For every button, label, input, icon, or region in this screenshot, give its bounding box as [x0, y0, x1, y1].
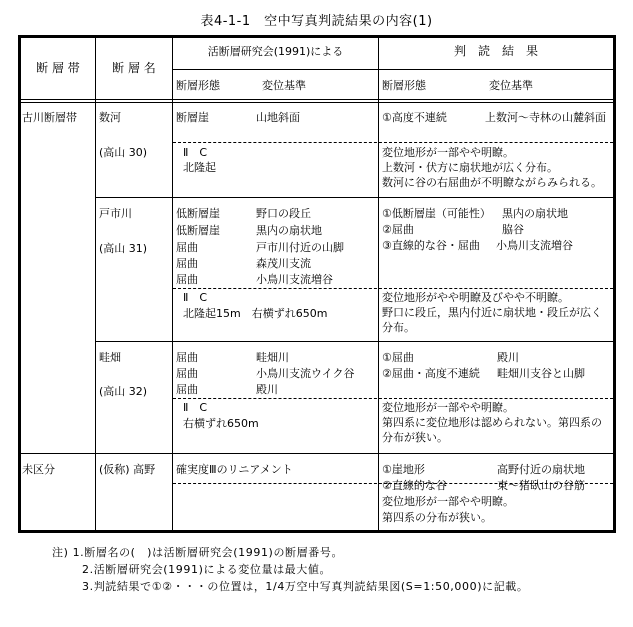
dashed-divider: [173, 288, 613, 289]
col-divider: [172, 35, 173, 532]
header-katsu-disp: 変位基準: [262, 79, 306, 92]
katsu-grade-cell: Ⅱ C: [183, 291, 208, 304]
interp-note-cell: 分布が狭い。: [382, 431, 448, 444]
header-katsudanso-group: 活断層研究会(1991)による: [207, 45, 344, 58]
katsu-disp-cell: 野口の段丘: [256, 207, 311, 220]
fault-number-cell: (高山 30): [99, 146, 148, 159]
header-katsu-form: 断層形態: [176, 79, 220, 92]
interp-note-cell: 変位地形が一部やや明瞭。: [382, 401, 514, 414]
interp-form-cell: ①屈曲: [382, 351, 414, 364]
fault-name-cell: 戸市川: [99, 207, 132, 220]
katsu-form-cell: 低断層崖: [176, 207, 220, 220]
interp-disp-cell: 小鳥川支流増谷: [496, 239, 573, 252]
katsu-disp-cell: 殿川: [256, 383, 278, 396]
interp-form-cell: ①崖地形: [382, 463, 425, 476]
fault-number-cell: (高山 32): [99, 385, 148, 398]
interp-disp-cell: 脇谷: [502, 223, 524, 236]
interp-note-cell: 数河に谷の右屈曲が不明瞭ながらみられる。: [382, 176, 602, 189]
table-border-top: [18, 35, 616, 38]
katsu-form-cell: 屈曲: [176, 367, 198, 380]
fault-number-cell: (高山 31): [99, 242, 148, 255]
note-item: 注) 1.断層名の( )は活断層研究会(1991)の断層番号。: [52, 546, 344, 559]
note-item: 2.活断層研究会(1991)による変位量は最大値。: [82, 563, 332, 576]
col-divider: [378, 35, 379, 532]
interp-note-cell: 分布。: [382, 321, 415, 334]
katsu-form-cell: 低断層崖: [176, 224, 220, 237]
katsu-grade-cell: Ⅱ C: [183, 401, 208, 414]
header-interpretation-group: 判 読 結 果: [453, 44, 538, 58]
interp-note-cell: 第四系に変位地形は認められない。第四系の: [382, 416, 602, 429]
katsu-amount-cell: 北隆起15m 右横ずれ650m: [183, 307, 328, 320]
table-border-right: [613, 35, 616, 533]
header-fault-zone: 断 層 帯: [36, 61, 80, 75]
katsu-disp-cell: 山地斜面: [256, 111, 300, 124]
row-divider: [18, 453, 616, 454]
katsu-form-cell: 断層崖: [176, 111, 209, 124]
katsu-form-cell: 屈曲: [176, 383, 198, 396]
katsu-disp-cell: 黒内の扇状地: [256, 224, 322, 237]
header-double-line: [18, 102, 616, 103]
col-divider: [95, 35, 96, 532]
row-divider: [95, 341, 614, 342]
interp-form-cell: ①高度不連続: [382, 111, 447, 124]
interp-note-cell: 変位地形が一部やや明瞭。: [382, 146, 514, 159]
interp-form-cell: ③直線的な谷・屈曲: [382, 239, 480, 252]
katsu-disp-cell: 小鳥川支流ウイク谷: [256, 367, 355, 380]
interp-note-cell: 変位地形が一部やや明瞭。: [382, 495, 514, 508]
header-interp-disp: 変位基準: [489, 79, 533, 92]
dashed-divider: [173, 398, 613, 399]
interp-disp-cell: 上数河～寺林の山麓斜面: [485, 111, 606, 124]
table-border-bottom: [18, 530, 616, 533]
katsu-grade-cell: Ⅱ C: [183, 146, 208, 159]
interp-note-cell: 変位地形がやや明瞭及びやや不明瞭。: [382, 291, 569, 304]
katsu-disp-cell: 小鳥川支流増谷: [256, 273, 333, 286]
fault-zone-cell: 未区分: [22, 463, 55, 476]
katsu-form-cell: 屈曲: [176, 257, 198, 270]
table-border-left: [18, 35, 21, 533]
interp-form-cell: ①低断層崖（可能性）: [382, 207, 491, 220]
katsu-amount-cell: 右横ずれ650m: [183, 417, 259, 430]
interp-note-cell: 野口に段丘，黒内付近に扇状地・段丘が広く: [382, 306, 602, 319]
katsu-form-cell: 屈曲: [176, 351, 198, 364]
fault-name-cell: 畦畑: [99, 351, 121, 364]
header-double-line: [18, 99, 616, 100]
note-item: 3.判読結果で①②・・・の位置は，1/4万空中写真判読結果図(S=1:50,000)に記載。: [82, 580, 529, 593]
interp-note-cell: 上数河・伏方に扇状地が広く分布。: [382, 161, 558, 174]
header-subdivider: [172, 69, 614, 70]
interp-disp-cell: 黒内の扇状地: [502, 207, 568, 220]
interp-note-cell: 第四系の分布が狭い。: [382, 511, 492, 524]
interp-form-cell: ②直線的な谷: [382, 479, 447, 492]
katsu-disp-cell: 畦畑川: [256, 351, 289, 364]
interp-disp-cell: 高野付近の扇状地: [497, 463, 585, 476]
katsu-form-cell: 屈曲: [176, 273, 198, 286]
interp-form-cell: ②屈曲: [382, 223, 414, 236]
interp-disp-cell: 東～猪臥山の谷筋: [497, 479, 585, 492]
katsu-form-cell: 確実度Ⅲのリニアメント: [176, 463, 293, 476]
katsu-amount-cell: 北隆起: [183, 161, 216, 174]
katsu-form-cell: 屈曲: [176, 241, 198, 254]
interp-form-cell: ②屈曲・高度不連続: [382, 367, 480, 380]
header-fault-name: 断 層 名: [112, 61, 156, 75]
row-divider: [95, 197, 614, 198]
interp-disp-cell: 殿川: [497, 351, 519, 364]
katsu-disp-cell: 戸市川付近の山脚: [256, 241, 344, 254]
fault-name-cell: 数河: [99, 111, 121, 124]
interp-disp-cell: 畦畑川支谷と山脚: [497, 367, 585, 380]
katsu-disp-cell: 森茂川支流: [256, 257, 311, 270]
header-interp-form: 断層形態: [382, 79, 426, 92]
table-title: 表4-1-1 空中写真判読結果の内容(1): [200, 14, 433, 29]
dashed-divider: [173, 142, 613, 143]
fault-name-cell: (仮称) 高野: [99, 463, 156, 476]
fault-zone-cell: 古川断層帯: [22, 111, 77, 124]
table-notes: [52, 544, 529, 595]
